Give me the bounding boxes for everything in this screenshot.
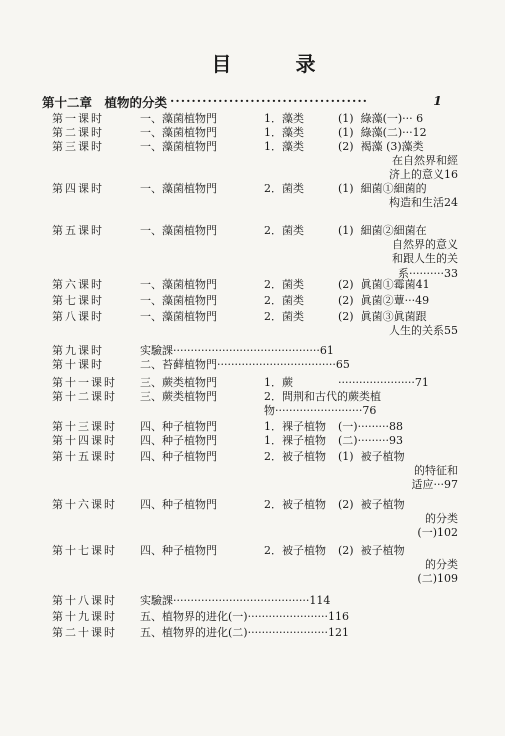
subsection-label: 1．藻类 (264, 126, 304, 139)
subsection-label: 2．菌类 (264, 310, 304, 323)
entry-text-line: (2) 眞菌②蕈···49 (338, 294, 430, 307)
section-label: 三、蕨类植物門 (140, 390, 217, 403)
lesson-label: 第四课时 (52, 182, 104, 195)
subsection-label: 1．裸子植物 (264, 434, 326, 447)
subsection-label: 2．被子植物 (264, 544, 326, 557)
entry-text-line: 和跟人生的关 (392, 252, 458, 266)
chapter-page-number: 1 (433, 93, 442, 108)
entry-text (338, 126, 427, 140)
section-label: 一、藻菌植物門 (140, 182, 217, 195)
lesson-label: 第十三课时 (52, 420, 117, 433)
section-label: 四、种子植物門 (140, 420, 217, 433)
section-label: 一、藻菌植物門 (140, 224, 217, 237)
entry-text-line: 在自然界和經 (392, 154, 458, 168)
entry-text-line: (2) 褐藻 (3)藻类 (338, 140, 424, 153)
section-label: 四、种子植物門 (140, 498, 217, 511)
entry-text-line: (一)102 (417, 526, 458, 540)
lesson-label: 第二十课时 (52, 626, 117, 639)
section-label: 一、藻菌植物門 (140, 126, 217, 139)
entry-text-line: 的分类 (425, 512, 458, 526)
section-label: 四、种子植物門 (140, 434, 217, 447)
entry-text (338, 420, 403, 434)
subsection-label: 1．藻类 (264, 112, 304, 125)
entry-text (264, 404, 444, 418)
subsection-label: 2．菌类 (264, 294, 304, 307)
section-label: 四、种子植物門 (140, 450, 217, 463)
section-label: 一、藻菌植物門 (140, 310, 217, 323)
lesson-label: 第十六课时 (52, 498, 117, 511)
lesson-label: 第十八课时 (52, 594, 117, 607)
lesson-label: 第十四课时 (52, 434, 117, 447)
entry-text (338, 310, 458, 338)
entry-text (338, 450, 458, 493)
subsection-label: 1．蕨 (264, 376, 293, 389)
section-label: 一、藻菌植物門 (140, 294, 217, 307)
entry-text (338, 140, 458, 183)
entry-text-line: 济上的意义16 (389, 168, 458, 182)
lesson-label: 第五课时 (52, 224, 104, 237)
lesson-label: 第十一课时 (52, 376, 117, 389)
subsection-label: 1．裸子植物 (264, 420, 326, 433)
subsection-label: 1．藻类 (264, 140, 304, 153)
subsection-label: 2．被子植物 (264, 498, 326, 511)
subsection-label: 2．被子植物 (264, 450, 326, 463)
entry-text-line: (1) 綠藻(一)··· 6 (338, 112, 424, 125)
entry-text (338, 498, 458, 541)
lesson-label: 第六课时 (52, 278, 104, 291)
entry-text (338, 376, 429, 390)
entry-text-line: (2) 眞菌③眞菌跟 (338, 310, 427, 323)
entry-text (338, 294, 429, 308)
lesson-label: 第十九课时 (52, 610, 117, 623)
entry-text-line: 适应···97 (411, 478, 458, 492)
section-label: 四、种子植物門 (140, 544, 217, 557)
entry-text-line: 自然界的意义 (392, 238, 458, 252)
entry-text-line: (2) 被子植物 (338, 498, 405, 511)
entry-text-line: (二)·········93 (338, 434, 404, 447)
chapter-label: 第十二章 植物的分类 (42, 95, 168, 110)
entry-text-line: 物·························76 (264, 404, 377, 417)
section-label: 实驗課·······································114 (140, 594, 331, 607)
subsection-label: 2．菌类 (264, 182, 304, 195)
page-title: 目 录 (211, 52, 338, 76)
entry-text-line: 的特征和 (414, 464, 458, 478)
lesson-label: 第十七课时 (52, 544, 117, 557)
section-label: 三、蕨类植物門 (140, 376, 217, 389)
entry-text (338, 182, 458, 210)
lesson-label: 第九课时 (52, 344, 104, 357)
lesson-label: 第二课时 (52, 126, 104, 139)
section-label: 五、植物界的进化(一)·······················116 (140, 610, 349, 623)
entry-text (338, 544, 458, 587)
entry-text-line: 的分类 (425, 558, 458, 572)
lesson-label: 第十二课时 (52, 390, 117, 403)
entry-text-line: (二)109 (417, 572, 458, 586)
lesson-label: 第一课时 (52, 112, 104, 125)
entry-text (338, 434, 403, 448)
section-label: 一、藻菌植物門 (140, 278, 217, 291)
entry-text-line: (1) 細菌①細菌的 (338, 182, 427, 195)
section-label: 一、藻菌植物門 (140, 140, 217, 153)
chapter-heading[interactable] (42, 93, 442, 111)
entry-text-line: ······················71 (338, 376, 429, 389)
entry-text-line: (2) 眞菌①霉菌41 (338, 278, 430, 291)
section-label: 一、藻菌植物門 (140, 112, 217, 125)
entry-text-line: 系··········33 (398, 266, 458, 280)
lesson-label: 第七课时 (52, 294, 104, 307)
section-label: 实驗課··········································61 (140, 344, 334, 357)
entry-text (338, 112, 423, 126)
entry-text-line: (一)·········88 (338, 420, 404, 433)
entry-text (338, 224, 458, 281)
entry-text (338, 278, 430, 292)
entry-text-line: 构造和生活24 (389, 196, 458, 210)
subsection-label: 2．菌类 (264, 224, 304, 237)
entry-text-line: 人生的关系55 (389, 324, 458, 338)
section-label: 二、苔藓植物門··································65 (140, 358, 350, 371)
entry-text-line: (1) 細菌②細菌在 (338, 224, 427, 237)
entry-text-line: (1) 被子植物 (338, 450, 405, 463)
subsection-label: 2．菌类 (264, 278, 304, 291)
entry-text-line: (1) 綠藻(二)···12 (338, 126, 427, 139)
lesson-label: 第十课时 (52, 358, 104, 371)
dot-leader: ····································· (170, 93, 369, 108)
section-label: 五、植物界的进化(二)·······················121 (140, 626, 349, 639)
lesson-label: 第十五课时 (52, 450, 117, 463)
subsection-label: 2．問荆和古代的蕨类植 (264, 390, 381, 403)
entry-text-line: (2) 被子植物 (338, 544, 405, 557)
lesson-label: 第三课时 (52, 140, 104, 153)
lesson-label: 第八课时 (52, 310, 104, 323)
